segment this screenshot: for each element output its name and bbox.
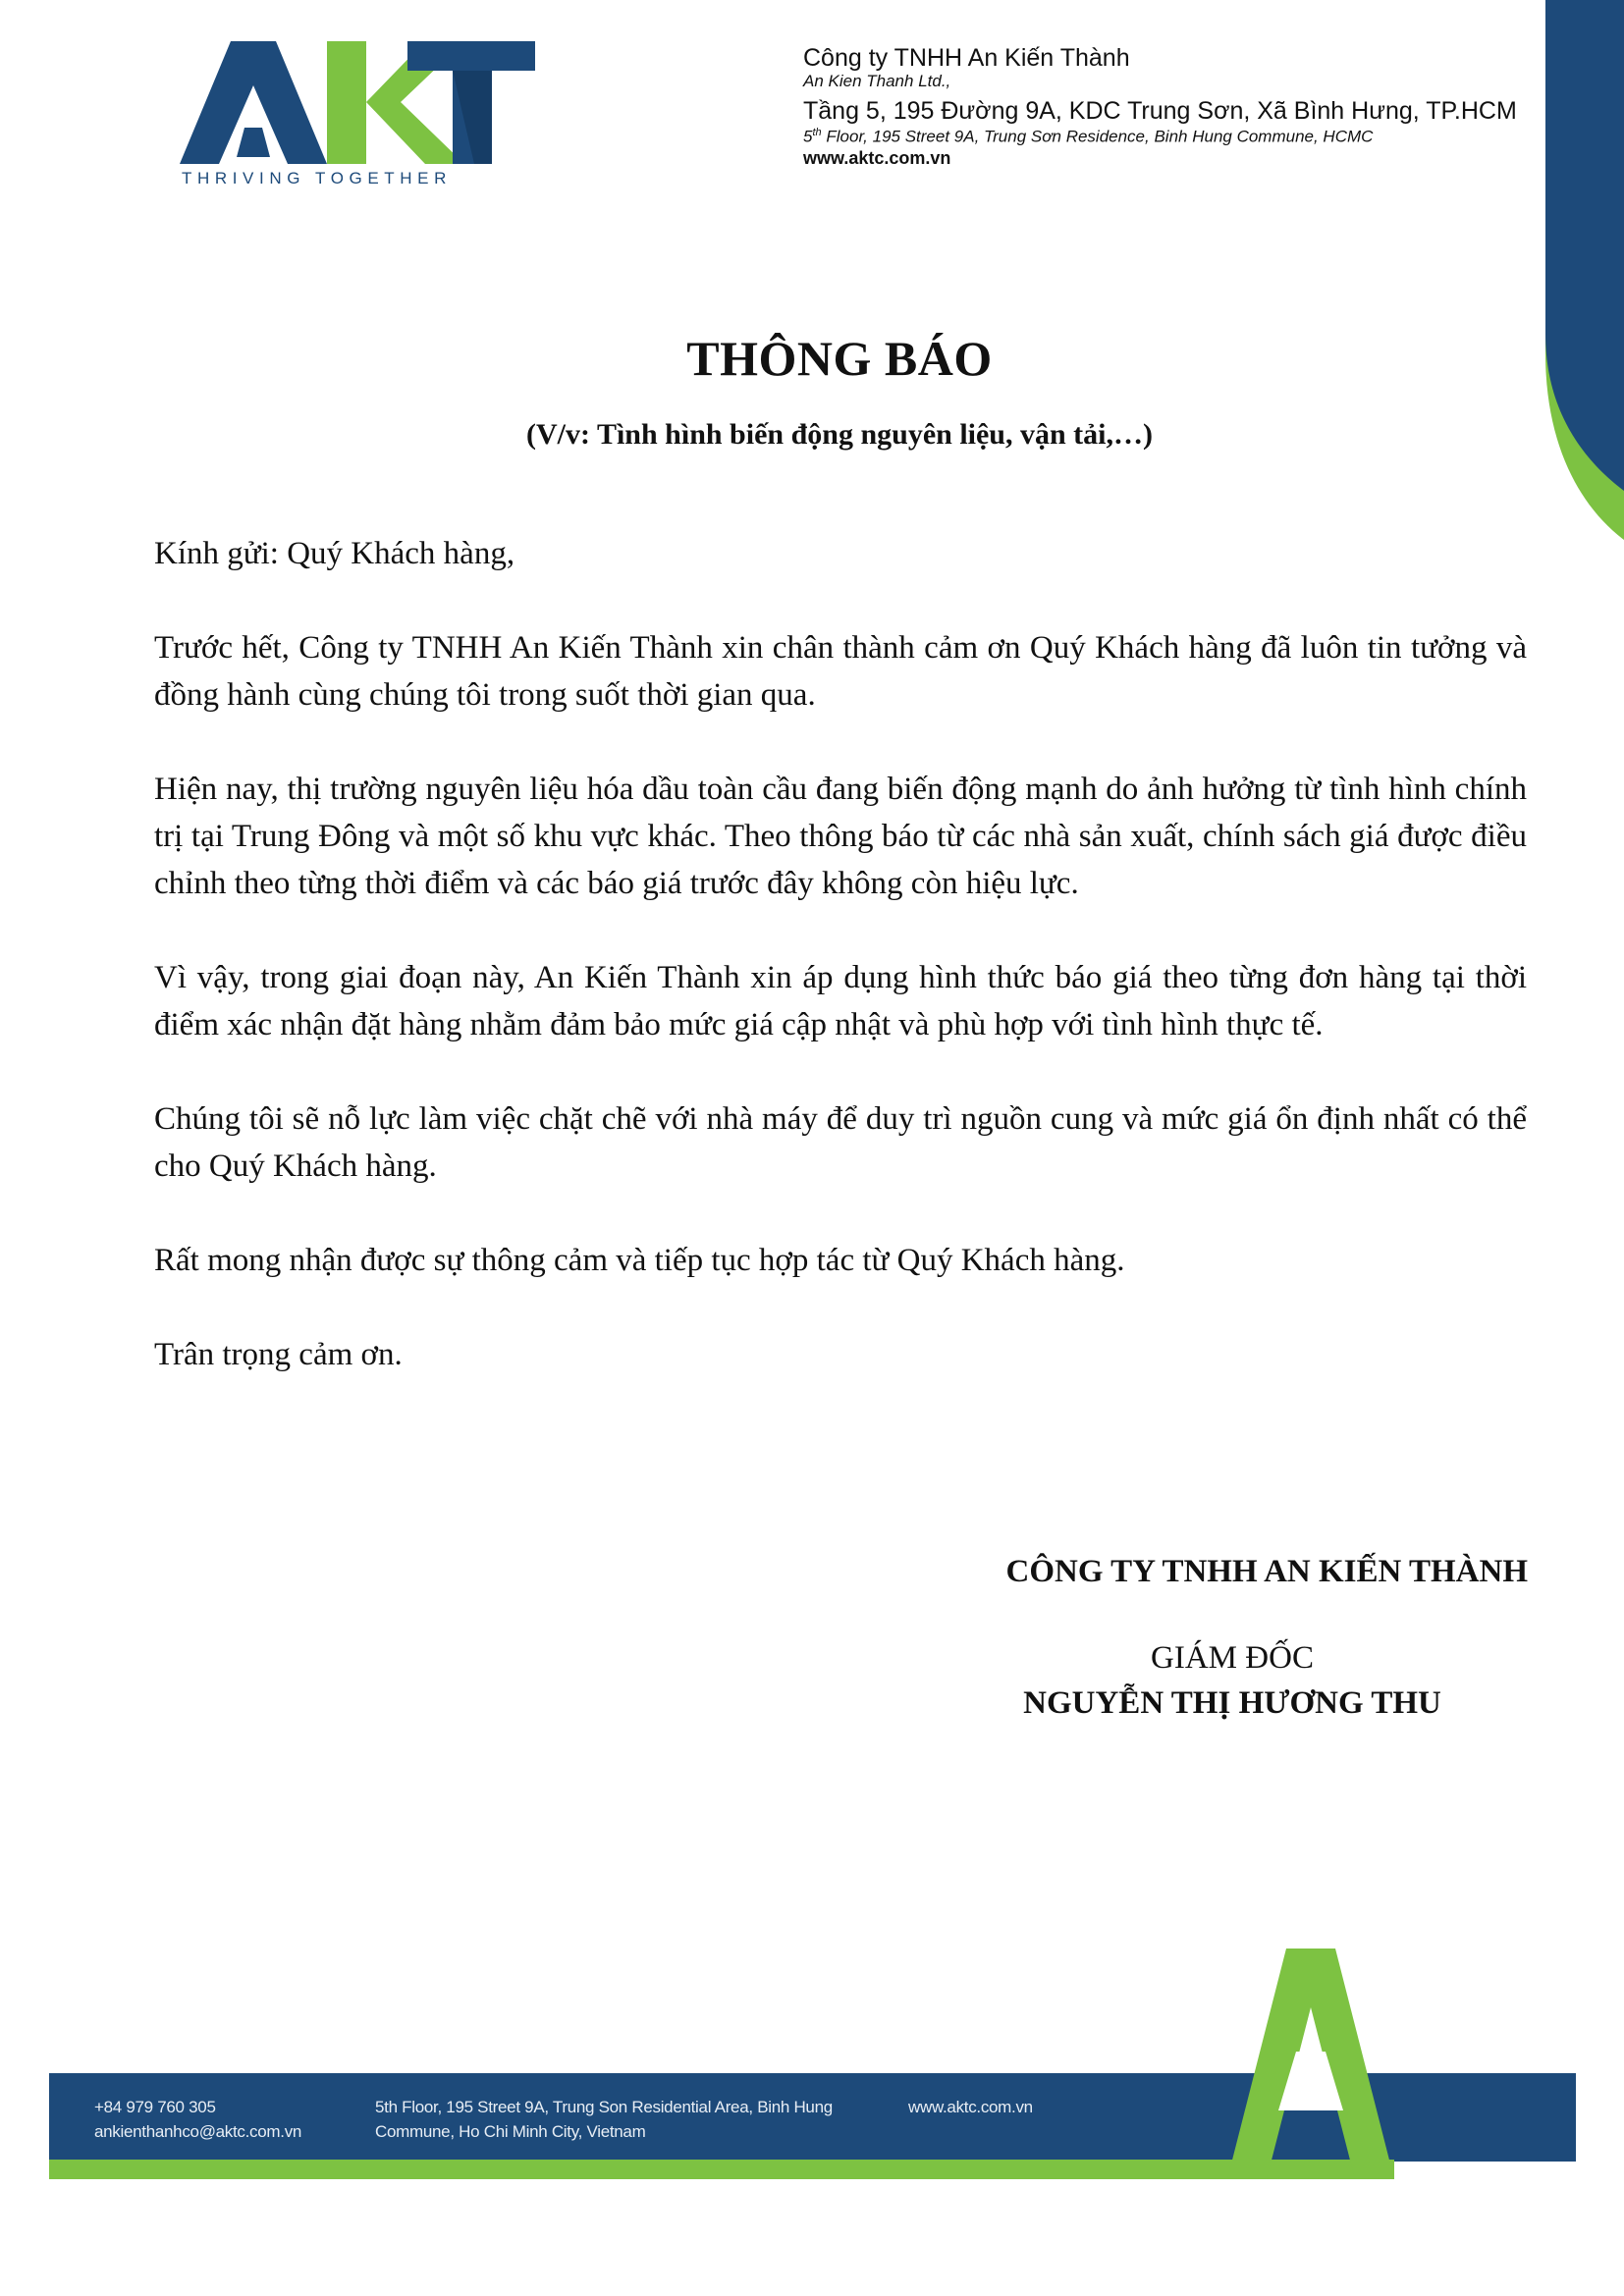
paragraph: Hiện nay, thị trường nguyên liệu hóa dầu toàn cầu đang biến động mạnh do ảnh hưởng từ tình hình chính trị tại Trung Đông và một số khu vực khác. Theo thông báo từ các nhà sản xuất, chính sách giá được điều chỉnh theo từng thời điểm và các báo giá trước đây không còn hiệu lực. bbox=[154, 772, 1527, 901]
address-en: 5th Floor, 195 Street 9A, Trung Sơn Residence, Binh Hung Commune, HCMC bbox=[803, 127, 1374, 146]
company-name-en: An Kien Thanh Ltd., bbox=[803, 72, 951, 91]
letter-body bbox=[154, 530, 1527, 1425]
logo-tagline: THRIVING TOGETHER bbox=[182, 169, 452, 187]
footer-accent-line bbox=[49, 2160, 1394, 2179]
signature-name: NGUYỄN THỊ HƯƠNG THU bbox=[1023, 1685, 1441, 1721]
footer-logo-mark-icon bbox=[1227, 1949, 1394, 2184]
paragraph: Rất mong nhận được sự thông cảm và tiếp tục hợp tác từ Quý Khách hàng. bbox=[154, 1243, 1125, 1278]
signature-title: GIÁM ĐỐC bbox=[1151, 1640, 1314, 1676]
footer-address bbox=[375, 2095, 833, 2144]
header-website: www.aktc.com.vn bbox=[803, 147, 951, 168]
signature-company: CÔNG TY TNHH AN KIẾN THÀNH bbox=[1005, 1554, 1528, 1589]
akt-logo-icon bbox=[180, 41, 535, 169]
salutation: Kính gửi: Quý Khách hàng, bbox=[154, 536, 515, 571]
footer-address-line2: Commune, Ho Chi Minh City, Vietnam bbox=[375, 2122, 646, 2141]
document-subtitle: (V/v: Tình hình biến động nguyên liệu, vận tải,…) bbox=[526, 418, 1153, 451]
footer-contact bbox=[94, 2095, 301, 2144]
company-logo bbox=[180, 41, 535, 198]
address-vi: Tầng 5, 195 Đường 9A, KDC Trung Sơn, Xã Bình Hưng, TP.HCM bbox=[803, 97, 1517, 126]
company-name-vi: Công ty TNHH An Kiến Thành bbox=[803, 44, 1130, 72]
footer-email: ankienthanhco@aktc.com.vn bbox=[94, 2122, 302, 2141]
closing: Trân trọng cảm ơn. bbox=[154, 1337, 403, 1372]
side-decoration bbox=[1545, 0, 1624, 540]
paragraph: Chúng tôi sẽ nỗ lực làm việc chặt chẽ với nhà máy để duy trì nguồn cung và mức giá ổn định nhất có thể cho Quý Khách hàng. bbox=[154, 1101, 1527, 1184]
footer-address-line1: 5th Floor, 195 Street 9A, Trung Son Residential Area, Binh Hung bbox=[375, 2098, 833, 2116]
footer-phone: +84 979 760 305 bbox=[94, 2098, 216, 2116]
company-header bbox=[803, 45, 1517, 168]
paragraph: Trước hết, Công ty TNHH An Kiến Thành xin chân thành cảm ơn Quý Khách hàng đã luôn tin tưởng và đồng hành cùng chúng tôi trong suốt thời gian qua. bbox=[154, 630, 1527, 713]
footer-website: www.aktc.com.vn bbox=[908, 2098, 1033, 2116]
paragraph: Vì vậy, trong giai đoạn này, An Kiến Thành xin áp dụng hình thức báo giá theo từng đơn hàng tại thời điểm xác nhận đặt hàng nhằm đảm bảo mức giá cập nhật và phù hợp với tình hình thực tế. bbox=[154, 960, 1527, 1042]
document-title: THÔNG BÁO bbox=[686, 331, 993, 386]
